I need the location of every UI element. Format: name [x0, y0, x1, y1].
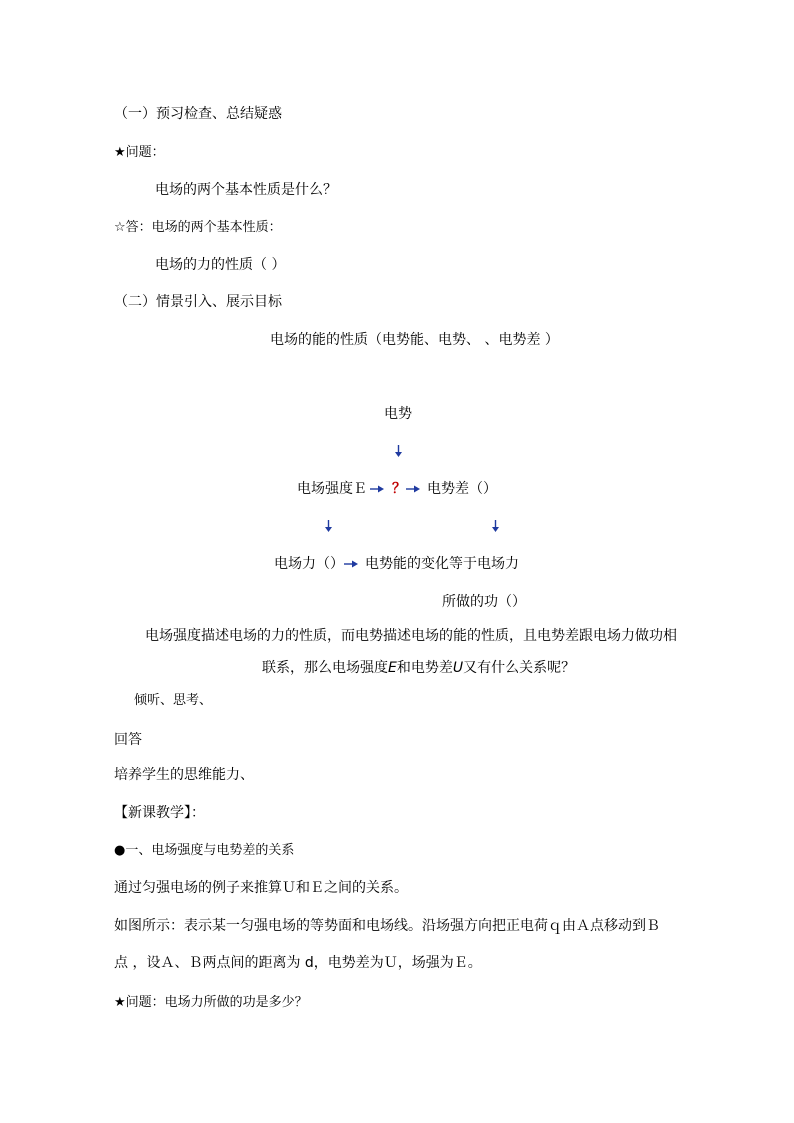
activity-cultivate: 培养学生的思维能力、: [114, 767, 254, 783]
activity-listen: 倾听、思考、: [134, 693, 213, 708]
new-lesson-line2: 如图所示：表示某一匀强电场的等势面和电场线。沿场强方向把正电荷ｑ由Ａ点移动到Ｂ: [114, 918, 660, 934]
diagram-work-done: 所做的功（）: [442, 594, 526, 610]
activity-answer: 回答: [114, 732, 142, 748]
diagram-potential: 电势: [384, 406, 412, 422]
arrow-down-icon: [324, 520, 333, 532]
question-label: ★问题：: [114, 145, 165, 160]
arrow-right-icon: [344, 560, 358, 568]
new-lesson-question: ★问题：电场力所做的功是多少？: [114, 995, 308, 1010]
arrow-down-icon: [394, 445, 403, 457]
new-lesson-subheading: ●一、电场强度与电势差的关系: [114, 843, 295, 858]
answer-force-property: 电场的力的性质（ ）: [155, 257, 286, 273]
arrow-right-icon: [406, 485, 420, 493]
symbol-E: E: [388, 660, 397, 676]
new-lesson-line3: 点 ，设Ａ、Ｂ两点间的距离为 d，电势差为Ｕ，场强为Ｅ。: [114, 955, 482, 971]
arrow-right-icon: [370, 485, 384, 493]
section1-heading: （一）预习检查、总结疑惑: [114, 106, 282, 122]
diagram-energy-change: 电势能的变化等于电场力: [365, 556, 519, 572]
section2-heading: （二）情景引入、展示目标: [114, 294, 282, 310]
paragraph-line1: 电场强度描述电场的力的性质，而电势描述电场的能的性质，且电势差跟电场力做功相: [145, 628, 677, 644]
answer-label: ☆答：电场的两个基本性质：: [114, 220, 282, 235]
diagram-electric-force: 电场力（）: [274, 556, 344, 572]
diagram-field-strength: 电场强度Ｅ: [297, 481, 367, 497]
energy-property-text: 电场的能的性质（电势能、电势、 、电势差 ）: [270, 332, 559, 348]
arrow-down-icon: [491, 520, 500, 532]
question-text: 电场的两个基本性质是什么？: [155, 182, 337, 198]
diagram-potential-difference: 电势差（）: [427, 481, 497, 497]
symbol-U: U: [452, 660, 464, 676]
diagram-question-mark: ？: [392, 481, 406, 497]
paragraph-line2: 联系，那么电场强度E和电势差U又有什么关系呢？: [262, 660, 576, 676]
new-lesson-heading: 【新课教学】：: [114, 805, 205, 821]
new-lesson-line1: 通过匀强电场的例子来推算Ｕ和Ｅ之间的关系。: [114, 880, 408, 896]
